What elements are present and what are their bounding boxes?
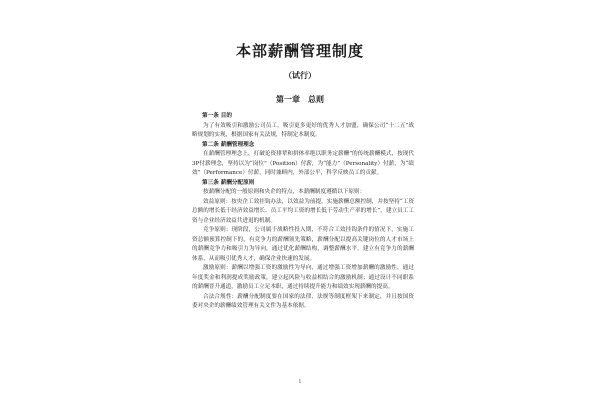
paragraph: 按薪酬分配的一般原则和央企的特点，本薪酬制度遵循以下原则： <box>203 189 366 195</box>
document-subtitle: （试行） <box>284 70 316 80</box>
paragraph: 合法合规性：薪酬分配制度要在国家的法律、法规等制度框架下来制定，并且按国资委对央企的薪酬绩效管理有关文件为基本依据。 <box>192 293 414 309</box>
chapter-heading: 第一章 总则 <box>276 94 324 104</box>
paragraph: 激励原则：薪酬以增强工资的激励性为导向，通过增强工资增加薪酬的激励性，通过年度奖金和利润提成奖励政策，建立起风险与收益相结合的激励机制；通过设计不同职系的薪酬晋升通道，激励员工立足本职，通过持续提升能力和绩效实现薪酬的提高。 <box>192 265 414 290</box>
section-heading: 第一条 目的 <box>202 113 232 119</box>
page-number: 1 <box>298 379 302 385</box>
paragraph: 为了有效吸引和激励公司员工，吸引更多更好的优秀人才加盟，确保公司“十二五”战略规划的实现，根据国家有关法规，特制定本制度。 <box>192 122 414 138</box>
document-body <box>192 112 414 312</box>
document-title: 本部薪酬管理制度 <box>235 42 364 60</box>
section-heading: 第三条 薪酬分配原则 <box>202 179 255 186</box>
paragraph: 效益原则：按央企工效挂钩办法，以效益为前提，实施薪酬总额控制，并按坚持“工资总额的增长低于经济效益增长、员工平均工资的增长低于劳动生产率的增长”，建立员工工资与企业经济效益共进退的机制。 <box>192 198 414 224</box>
paragraph: 在薪酬管理理念上，打破论资排辈和拼体率绝以职务定薪酬”的传统薪酬模式，按现代3P付薪理念，坚持以为“岗位”（Position）付薪，为“能力”（Personality）付薪，为“绩效”（Performance）付薪，同时兼顾内，外部公平，科学反映员工的贡献。 <box>192 151 414 176</box>
section-heading: 第二条 薪酬管理理念 <box>202 141 255 148</box>
paragraph: 竞争原则：现阶段，公司属于战略性投入期，不符合工效挂钩条件的情况下，实施工资总额预算控制下的，有竞争力的薪酬领先策略，薪酬分配以提高关键岗位的人才市场上的薪酬竞争力和吸引力为导向，通过优化薪酬结构，调整薪酬水平，建立有竞争力的薪酬体系，从而吸引优秀人才，确保企业快速的发展。 <box>192 227 414 262</box>
